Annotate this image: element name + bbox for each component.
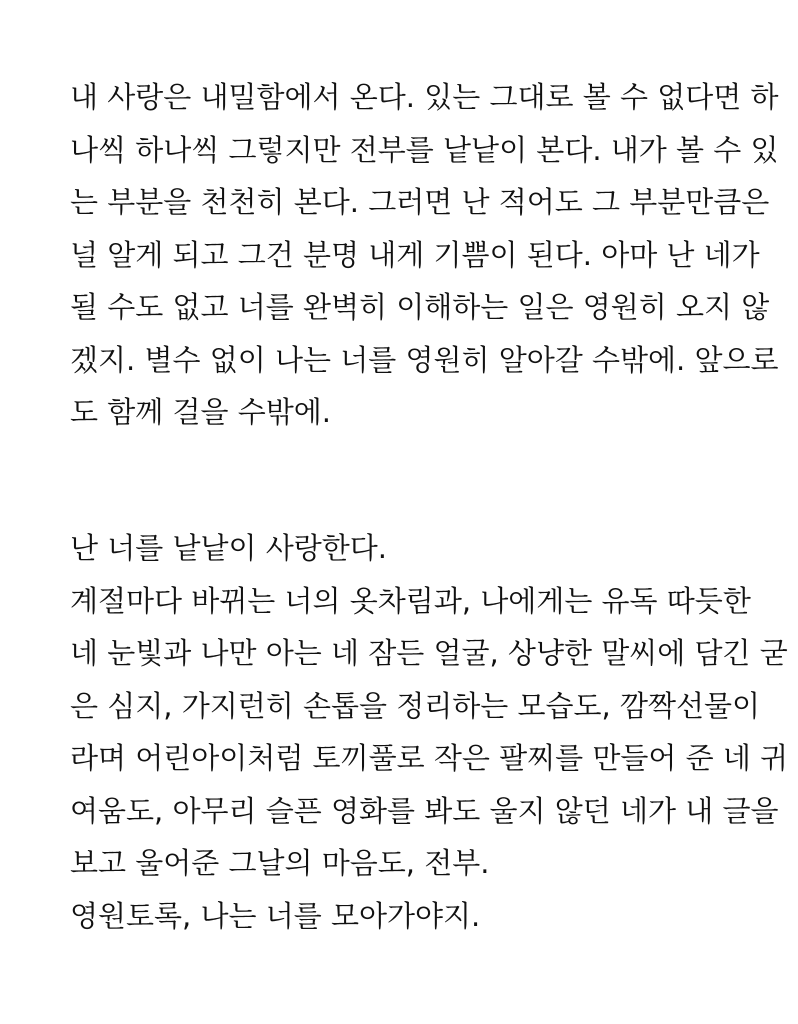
text-line: 내 사랑은 내밀함에서 온다. 있는 그대로 볼 수 없다면 하 (70, 80, 779, 114)
text-line: 보고 울어준 그날의 마음도, 전부. (70, 846, 490, 880)
text-line: 될 수도 없고 너를 완벽히 이해하는 일은 영원히 오지 않 (70, 290, 770, 324)
text-line: 겠지. 별수 없이 나는 너를 영원히 알아갈 수밖에. 앞으로 (70, 342, 779, 377)
text-line: 계절마다 바뀌는 너의 옷차림과, 나에게는 유독 따듯한 (70, 583, 751, 618)
paragraph-2 (70, 522, 789, 942)
text-line: 네 눈빛과 나만 아는 네 잠든 얼굴, 상냥한 말씨에 담긴 굳 (70, 636, 788, 670)
text-line: 여움도, 아무리 슬픈 영화를 봐도 울지 않던 네가 내 글을 (70, 793, 779, 828)
text-line: 는 부분을 천천히 본다. 그러면 난 적어도 그 부분만큼은 (70, 185, 770, 219)
text-line: 난 너를 낱낱이 사랑한다. (70, 531, 388, 565)
text-line: 영원토록, 나는 너를 모아가야지. (70, 898, 481, 933)
text-line: 도 함께 걸을 수밖에. (70, 395, 331, 429)
text-line: 라며 어린아이처럼 토끼풀로 작은 팔찌를 만들어 준 네 귀 (70, 741, 789, 775)
text-line: 널 알게 되고 그건 분명 내게 기쁨이 된다. 아마 난 네가 (70, 237, 760, 272)
text-line: 나씩 하나씩 그렇지만 전부를 낱낱이 본다. 내가 볼 수 있 (70, 132, 779, 167)
text-line: 은 심지, 가지런히 손톱을 정리하는 모습도, 깜짝선물이 (70, 688, 761, 723)
paragraph-1 (70, 71, 779, 439)
